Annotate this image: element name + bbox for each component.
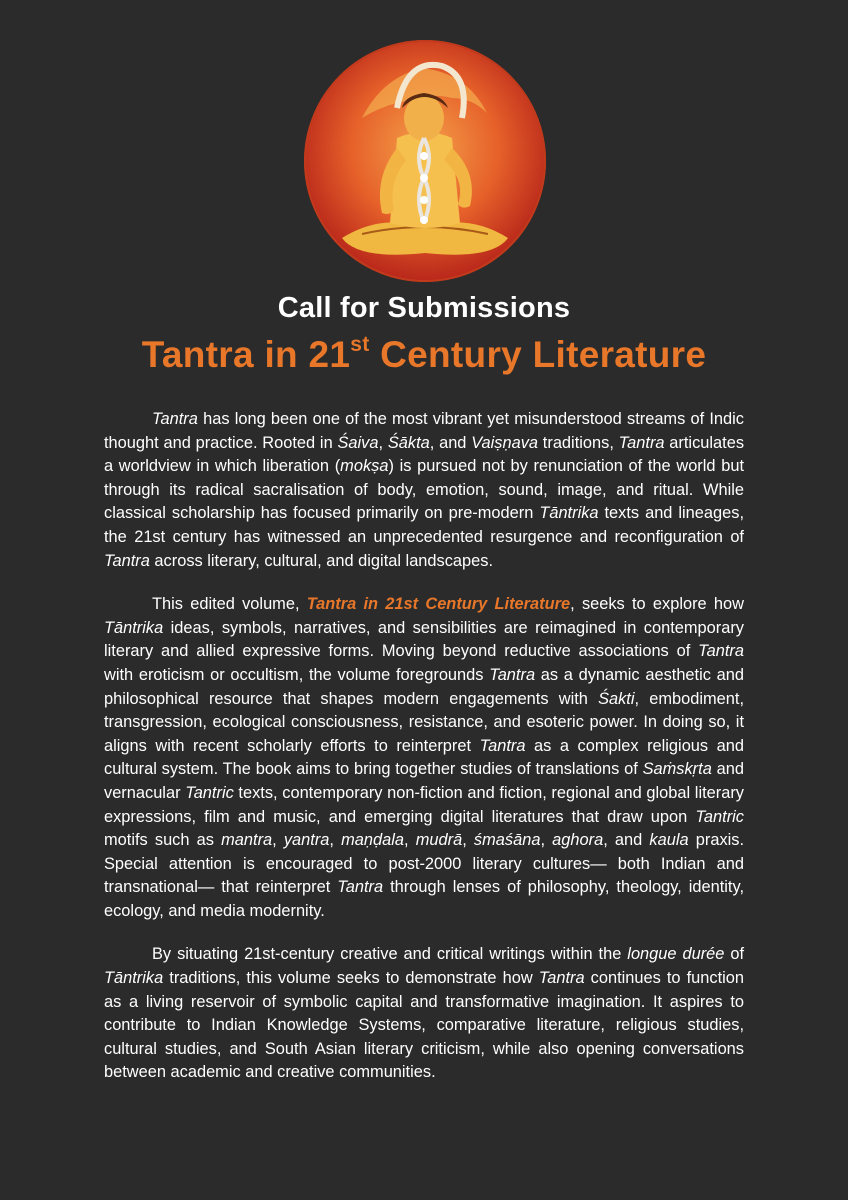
- text: texts and lineages, the 21st century has witnessed an unprecedented resurgence and reconfiguration of: [104, 504, 744, 546]
- term: mantra: [221, 831, 273, 850]
- text: , and: [429, 433, 472, 452]
- term: Saṁskṛta: [642, 760, 712, 779]
- term: Tāntrika: [104, 969, 164, 988]
- text: across literary, cultural, and digital landscapes.: [149, 551, 494, 570]
- term: Tantra: [479, 736, 526, 755]
- term: Tantric: [185, 783, 234, 802]
- text: as a complex religious and cultural system. The book aims to bring together studies of translations of: [104, 736, 745, 779]
- text: traditions,: [538, 433, 619, 452]
- text: continues to function as a living reservoir of symbolic capital and transformative imagination. It aspires to contribute to Indian Knowledge Systems, comparative literature, religious studies, cultural studies, and South Asian literary criticism, while also opening conversations between academic and creative communities.: [104, 969, 744, 1082]
- text: This edited volume,: [152, 595, 307, 614]
- text: ,: [272, 831, 284, 850]
- text: traditions, this volume seeks to demonstrate how: [163, 969, 539, 988]
- volume-title: [0, 334, 848, 376]
- term: Tantra: [698, 642, 744, 661]
- title-superscript: st: [350, 332, 370, 356]
- term: Tantra: [152, 410, 198, 428]
- term: Tantric: [695, 807, 744, 826]
- term: longue durée: [627, 945, 725, 964]
- term: Tantra: [538, 969, 585, 988]
- term: Śākta: [387, 433, 430, 452]
- term: Tantra: [489, 665, 536, 684]
- title-part-2: Century Literature: [369, 334, 707, 375]
- term: kaula: [649, 831, 689, 850]
- text: , and: [603, 831, 650, 850]
- term: śmaśāna: [473, 831, 541, 850]
- term: Tāntrika: [104, 618, 164, 637]
- term: Tantra: [618, 433, 665, 452]
- term: aghora: [552, 831, 604, 850]
- term: maṇḍala: [341, 831, 405, 850]
- text: praxis. Special attention is encouraged to post-2000 literary cultures— both Indian and transnational— that reinterpret: [104, 831, 745, 897]
- term: mokṣa: [340, 457, 389, 476]
- text: ) is pursued not by renunciation of the world but through its radical sacralisation of body, emotion, sound, image, and ritual. While classical scholarship has focused primarily on pre-modern: [104, 457, 744, 523]
- text: By situating 21st-century creative and critical writings within the: [152, 945, 628, 964]
- text: and vernacular: [104, 760, 744, 802]
- text: , seeks to explore how: [570, 595, 744, 614]
- text: ,: [462, 831, 474, 850]
- term: Tantra: [337, 878, 384, 897]
- highlighted-volume-title: Tantra in 21st Century Literature: [306, 595, 571, 614]
- term: Śakti: [598, 689, 635, 708]
- term: Vaiṣṇava: [471, 433, 539, 452]
- body-text: [104, 408, 744, 1105]
- title-part-1: Tantra in 21: [141, 334, 351, 375]
- term: yantra: [283, 831, 330, 850]
- tantric-yogi-emblem-icon: [302, 38, 548, 284]
- paragraph-3: [104, 943, 744, 1085]
- term: mudrā: [415, 831, 463, 850]
- text: , embodiment, transgression, ecological consciousness, resistance, and esoteric power. In doing so, it aligns with recent scholarly efforts to reinterpret: [104, 689, 745, 755]
- term: Śaiva: [337, 433, 379, 452]
- text: articulates a worldview in which liberation (: [104, 433, 745, 476]
- text: ,: [404, 831, 416, 850]
- term: Tantra: [104, 551, 150, 570]
- text: ,: [378, 433, 388, 452]
- text: motifs such as: [104, 831, 222, 850]
- term: Tāntrika: [539, 504, 599, 523]
- text: ,: [329, 831, 342, 850]
- text: through lenses of philosophy, theology, identity, ecology, and media modernity.: [104, 878, 744, 920]
- paragraph-2: [104, 593, 744, 923]
- text: texts, contemporary non-fiction and fiction, regional and global literary expressions, film and music, and emerging digital literatures that draw upon: [104, 783, 744, 826]
- text: ,: [540, 831, 553, 850]
- call-for-submissions-heading: Call for Submissions: [277, 292, 571, 324]
- text: ideas, symbols, narratives, and sensibilities are reimagined in contemporary literary and allied expressive forms. Moving beyond reductive associations of: [104, 618, 744, 661]
- text: has long been one of the most vibrant yet misunderstood streams of Indic thought and practice. Rooted in: [104, 410, 744, 452]
- paragraph-1: [104, 408, 744, 573]
- text: as a dynamic aesthetic and philosophical resource that shapes modern engagements with: [104, 665, 744, 708]
- text: of: [724, 945, 745, 964]
- text: with eroticism or occultism, the volume foregrounds: [104, 665, 490, 684]
